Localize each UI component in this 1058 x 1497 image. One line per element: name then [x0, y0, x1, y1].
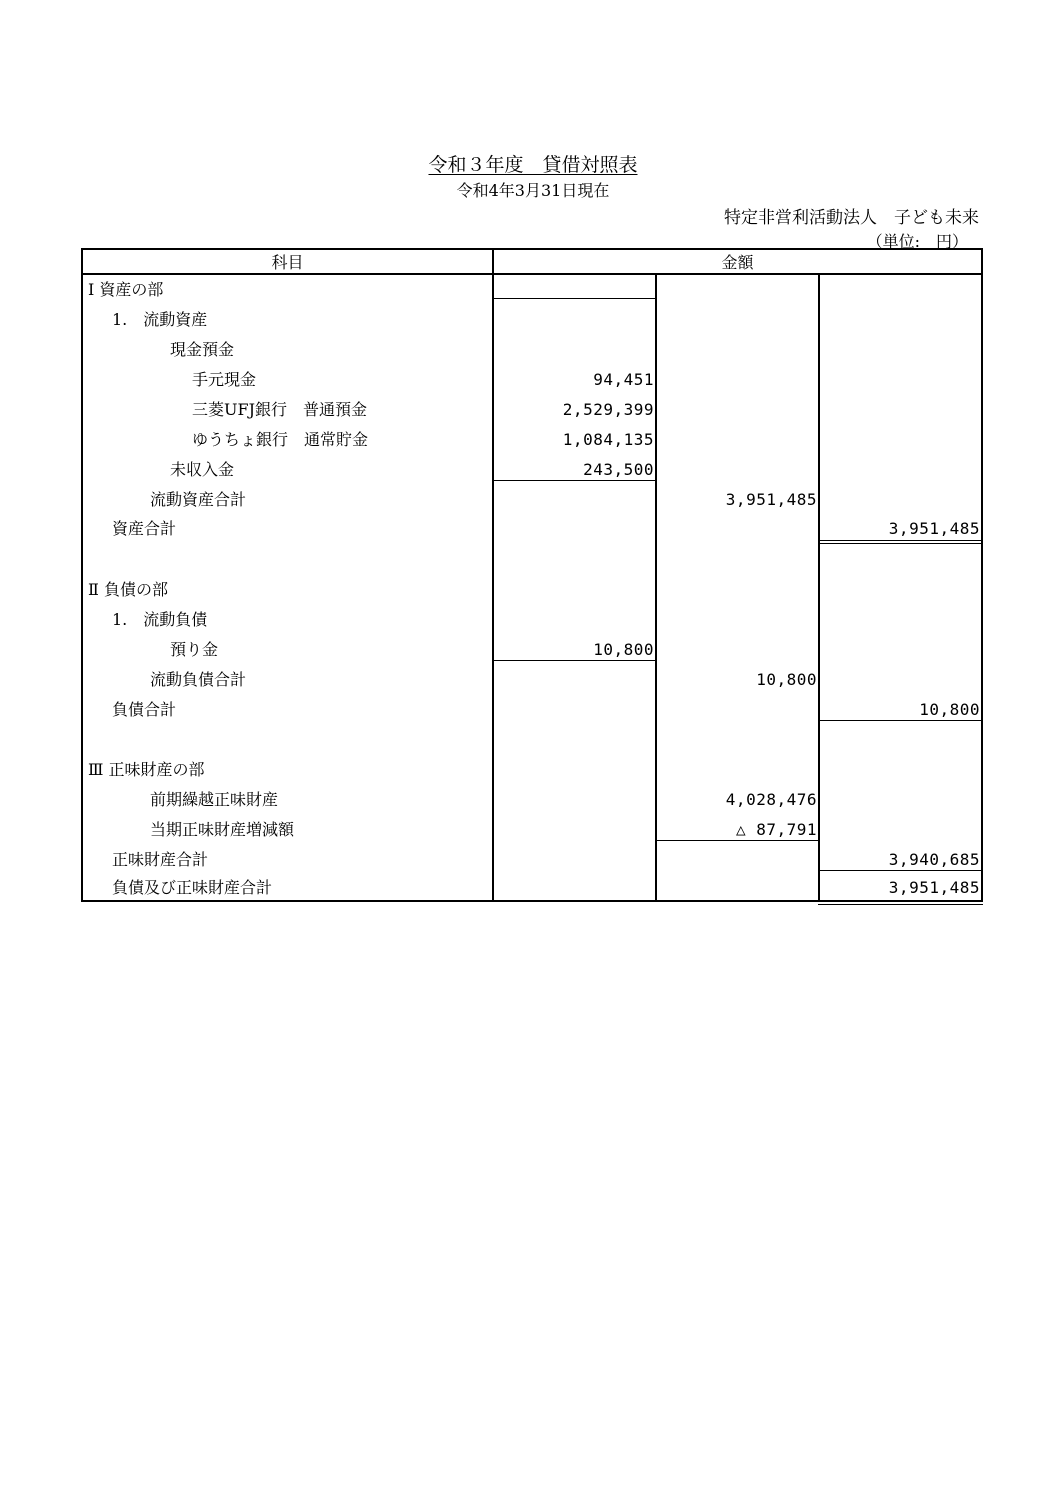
row-label: 1. 流動資産	[112, 310, 208, 329]
row-label: 手元現金	[192, 370, 257, 389]
row-amount-col2: 3,951,485	[725, 490, 817, 509]
row-amount-col1: 94,451	[593, 370, 654, 389]
row-amount-col3: 3,940,685	[888, 850, 980, 869]
row-amount-col1: 2,529,399	[562, 400, 654, 419]
row-amount-col2: △ 87,791	[735, 820, 817, 839]
row-label: 資産合計	[112, 519, 177, 538]
row-amount-col3: 3,951,485	[888, 878, 980, 897]
amount-column-divider-2	[818, 273, 820, 902]
row-label: 負債合計	[112, 700, 177, 719]
as-of-date: 令和4年3月31日現在	[456, 181, 610, 200]
row-label: ゆうちょ銀行 通常貯金	[192, 430, 369, 449]
row-label: 前期繰越正味財産	[150, 790, 279, 809]
row-label: 三菱UFJ銀行 普通預金	[192, 400, 368, 419]
amount-column-divider-1	[655, 273, 657, 902]
row-amount-col1: 1,084,135	[562, 430, 654, 449]
row-label: 負債及び正味財産合計	[112, 878, 273, 897]
row-label: 流動資産合計	[150, 490, 247, 509]
row-amount-col3: 3,951,485	[888, 519, 980, 538]
row-label: 1. 流動負債	[112, 610, 208, 629]
row-label: 当期正味財産増減額	[150, 820, 295, 839]
row-label: 未収入金	[170, 460, 235, 479]
row-amount-col1: 10,800	[593, 640, 654, 659]
row-label: Ⅲ 正味財産の部	[88, 760, 205, 779]
row-amount-col2: 10,800	[756, 670, 817, 689]
row-label: Ⅱ 負債の部	[88, 580, 168, 599]
organization-name: 特定非営利活動法人 子ども未来	[724, 208, 979, 228]
row-amount-col1: 243,500	[583, 460, 654, 479]
row-label: 正味財産合計	[112, 850, 209, 869]
row-amount-col2: 4,028,476	[725, 790, 817, 809]
header-subject: 科目	[271, 253, 304, 272]
row-label: 流動負債合計	[150, 670, 247, 689]
header-amount: 金額	[721, 253, 754, 272]
unit-note: （単位: 円）	[866, 232, 968, 251]
page-title: 令和３年度 貸借対照表	[428, 154, 638, 176]
row-label: 預り金	[170, 640, 219, 659]
row-label: Ⅰ 資産の部	[88, 280, 164, 299]
row-amount-col3: 10,800	[919, 700, 980, 719]
col1-top-box	[492, 298, 656, 299]
subject-column-divider	[492, 248, 494, 902]
row-label: 現金預金	[170, 340, 235, 359]
col3-double-line-final	[818, 904, 983, 905]
